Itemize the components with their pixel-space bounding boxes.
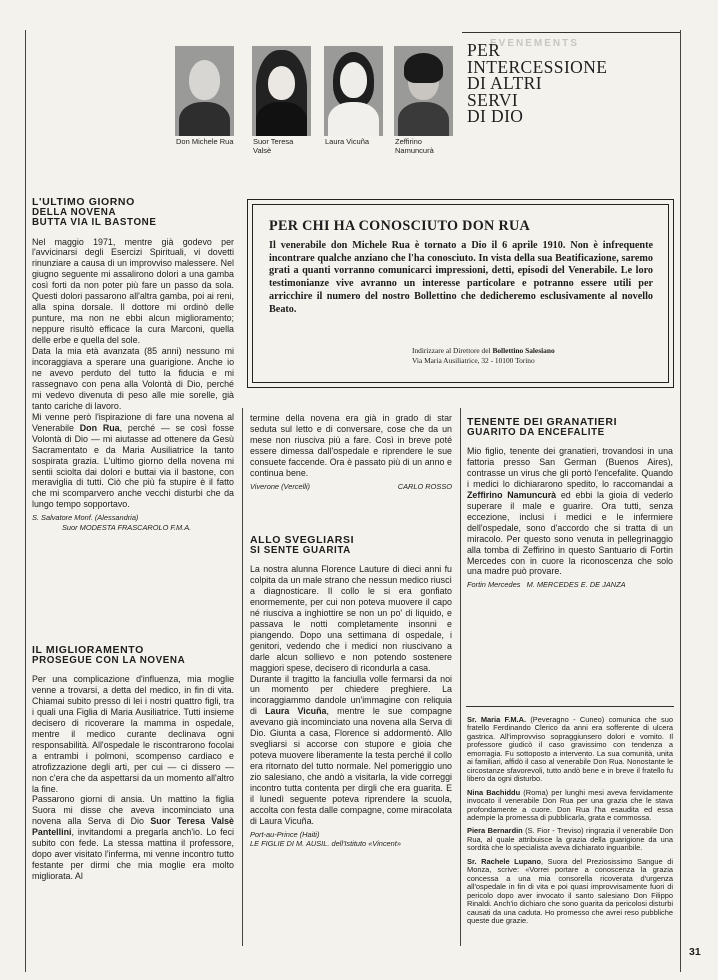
article-miglioramento — [32, 645, 234, 882]
article-tenente — [467, 417, 673, 590]
signature: Viverone (Vercelli) CARLO ROSSO — [250, 481, 452, 491]
photo-zeffirino-namuncura — [394, 46, 453, 136]
paragraph: Mi venne però l'ispirazione di fare una novena al Venerabile Don Rua, perché — se così fosse Volontà di Dio — mi aiutasse ad ottenere da Gesù Sacramentato e da Maria Ausiliatrice la tanto sospirata grazia. L'ultimo giorno della novena mi sentii sciolta dai dolori e buttai via il bastone, con meraviglia di tutti. Ciò che più fa stupire è il fatto che mi scomparvero anche vecchi disturbi che da lungo tempo sopportavo. — [32, 411, 235, 510]
signature: Port-au-Prince (Haiti) LE FIGLIE DI M. AUSIL. dell'Istituto «Vincent» — [250, 829, 401, 849]
column-divider-3 — [460, 408, 461, 946]
page-number: 31 — [689, 946, 701, 958]
watermark-text: EVENEMENTS — [490, 38, 579, 49]
article-heading: TENENTE DEI GRANATIERI GUARITO DA ENCEFALITE — [467, 416, 618, 438]
short-note: Piera Bernardin (S. Fior - Treviso) ringrazia il venerabile Don Rua, al quale attribuisce la grazia della guarigione da una sordità che lo specialista aveva dichiarato inguaribile. — [467, 826, 674, 853]
article-allo-svegliarsi — [250, 535, 452, 848]
appeal-title: PER CHI HA CONOSCIUTO DON RUA — [269, 218, 531, 234]
appeal-address: Indirizzare al Direttore del Bollettino Salesiano Via Maria Ausiliatrice, 32 - 10100 Torino — [412, 346, 555, 365]
short-note: Sr. Rachele Lupano, Suora del Preziosissimo Sangue di Monza, scrive: «Vorrei portare a conoscenza la grazia concessa a una mia consorella ricoverata d'urgenza all'ospedale in fin di vita e poi quasi improvvisamente fuori di pericolo dopo aver invocato il santo salesiano Don Filippo Rinaldi. Anch'io dichiaro che sono guarita da pericolosi disturbi causati da una caduta. Ho promesso che avrei reso pubbliche queste due grazie. — [467, 856, 673, 925]
right-margin-rule — [680, 30, 681, 972]
article-heading: ALLO SVEGLIARSI SI SENTE GUARITA — [250, 534, 355, 556]
left-margin-rule — [25, 30, 26, 972]
caption-valse: Suor Teresa Valsè — [253, 137, 294, 155]
signature: Fortin Mercedes M. MERCEDES E. DE JANZA — [467, 580, 626, 590]
paragraph: termine della novena era già in grado di star seduta sul letto e di conversare, cose che da un mese non riusciva più a fare. Così in breve poté essere dimessa dall'ospedale e riprendere le sue consuete faccende. Ora è passato più di un anno e continua bene. — [250, 413, 452, 478]
paragraph: Passarono giorni di ansia. Un mattino la figlia Suora mi disse che aveva incominciato una novena alla Serva di Dio Suor Teresa Valsè Pantellini, invitandomi a pregarla anch'io. Lo feci subito con fede. La stessa mattina il professore, dopo aver visitato l'inferma, mi venne incontro tutto festante per dirmi che mia moglie era molto migliorata. Al — [32, 794, 234, 882]
signature: S. Salvatore Monf. (Alessandria) Suor MODESTA FRASCAROLO F.M.A. — [32, 513, 192, 532]
short-note: Sr. Maria F.M.A. (Peveragno - Cuneo) comunica che suo fratello Ferdinando Clerico da anni era sofferente di ulcera gastrica. All'improvviso sopraggiunsero dolori e vomito. Il professore giudicò il caso gravissimo con tendenza a emorragia. Fu sottoposto a intervento. La sua comunità, unita ai familiari, affidò il caso al venerabile Don Rua. Nonostante le circostanze sfavorevoli, tutto andò bene e in breve il fratello fu libero da ogni disturbo. — [467, 715, 673, 784]
paragraph: Per una complicazione d'influenza, mia moglie venne a trovarsi, a detta del medico, in fin di vita. Chiamai subito presso di lei i nostri quattro figli, tra i quali una Figlia di Maria Ausiliatrice. Tutti insieme decisero di ricoverare la mamma in ospedale, mentre il medico curante declinava ogni responsabilità. All'ospedale le riscontrarono focolai a entrambi i polmoni, scompenso cardiaco e atrofizzazione degli arti, per cui — ci dissero — non c'era che da aspettarsi da un momento all'altro la fine. — [32, 674, 234, 794]
paragraph: Mio figlio, tenente dei granatieri, trovandosi in una fattoria presso San German (Buenos Aires), contrasse un virus che gli portò l'encefalite. Quando i medici lo dichiararono spedito, lo raccomandai a Zeffirino Namuncurà ed ebbi la gioia di vederlo superare il male e guarire. Ora tutti, senza eccezione, inclusi i medici e le infermiere dell'ospedale, sono d'accordo che si tratta di un miracolo. Per questo sono venuta in pellegrinaggio alla tomba di Zeffirino in questo Santuario di Fortin Mercedes con in cuore la riconoscenza che solo una madre può provare. — [467, 446, 673, 577]
appeal-box — [247, 199, 674, 388]
article-ultimo-giorno — [32, 197, 234, 532]
short-notes — [467, 716, 673, 925]
short-note: Nina Bachiddu (Roma) per lunghi mesi aveva fervidamente invocato il venerabile Don Rua per una grazia che le stava profondamente a cuore. Don Rua l'ha esaudita ed essa adempie la promessa di pubblicarla, grata e commossa. — [467, 787, 673, 822]
paragraph: La nostra alunna Florence Lauture di dieci anni fu colpita da un male strano che nessun medico riuscì a diagnosticare. Il collo le si era gonfiato enormemente, per cui non poteva muovere il capo né riusciva a inghiottire se non un po' di liquido, e passava le notti completamente insonni e piangendo. Dopo una settimana di ospedale, i genitori, vedendo che i medici non riuscivano a darle alcun sollievo e non potendo sostenere maggiori spese, decisero di ricondurla a casa. — [250, 564, 452, 673]
photo-laura-vicuna — [324, 46, 383, 136]
caption-namuncura: Zeffirino Namuncurà — [395, 137, 434, 155]
article-heading: IL MIGLIORAMENTO PROSEGUE CON LA NOVENA — [32, 644, 186, 666]
paragraph: Durante il tragitto la fanciulla volle fermarsi da noi un momento per chiedere preghiere. La incoraggiammo dandole un'immagine con reliquia di Laura Vicuña, mentre le sue compagne avevano già incominciato una novena alla Serva di Dio. Giunta a casa, Florence si addormentò. Allo svegliarsi si accorse con stupore e gioia che poteva muovere liberamente la testa perché il collo era ritornato del tutto normale. Nel pomeriggio uno zio salesiano, che andò a visitarla, la vide correggi incontro tutta contenta per dirgli che era guarita. E il lunedì seguente poteva riprendere la scuola, accolta con festa dalle compagne, come miracolata di Laura Vicuña. — [250, 673, 452, 826]
column-divider-2 — [242, 408, 243, 946]
page-title: PER INTERCESSIONE DI ALTRI SERVI DI DIO — [467, 40, 608, 126]
photo-don-michele-rua — [175, 46, 234, 136]
paragraph: Data la mia età avanzata (85 anni) nessuno mi incoraggiava a sperare una guarigione. Anche io ne avevo perduto del tutto la fiducia e mi rassegnavo con pena alla Volontà di Dio, perché mi vedevo divenuta di peso alle mie sorelle, già tanto cariche di lavoro. — [32, 346, 234, 411]
article-miglioramento-continued — [250, 413, 452, 491]
caption-vicuna: Laura Vicuña — [325, 137, 370, 146]
paragraph: Nel maggio 1971, mentre già godevo per l'avvicinarsi degli Esercizi Spirituali, vi dovetti rinunziare a causa di un improvviso malessere. Nel giugno seguente mi assalirono dolori a una gamba così forti da non poter più fare un passo da sola. Questi dolori passarono all'altra gamba, poi ai reni, alla spina dorsale. Il dottore mi ordinò delle punture, ma non ne ebbi alcun miglioramento; neppure risultò efficace la cura Marconi, quella delle erbe e quella del sole. — [32, 236, 234, 346]
notes-divider — [466, 706, 674, 707]
appeal-body: Il venerabile don Michele Rua è tornato a Dio il 6 aprile 1910. Non è infrequente incontrare qualche anziano che l'ha conosciuto. In vista della sua Beatificazione, saremo grati a quanti vorranno comunicarci impressioni, detti, episodi del Venerabile. Le loro testimonianze vive avranno un interesse particolare e potranno essere utili per arricchire il numero del nostro Bollettino che dedicheremo esclusivamente al novello Beato. — [269, 240, 653, 315]
top-rule — [462, 32, 680, 33]
photo-suor-teresa-valse — [252, 46, 311, 136]
caption-rua: Don Michele Rua — [176, 137, 234, 146]
article-heading: L'ULTIMO GIORNO DELLA NOVENA BUTTA VIA IL BASTONE — [32, 196, 157, 228]
